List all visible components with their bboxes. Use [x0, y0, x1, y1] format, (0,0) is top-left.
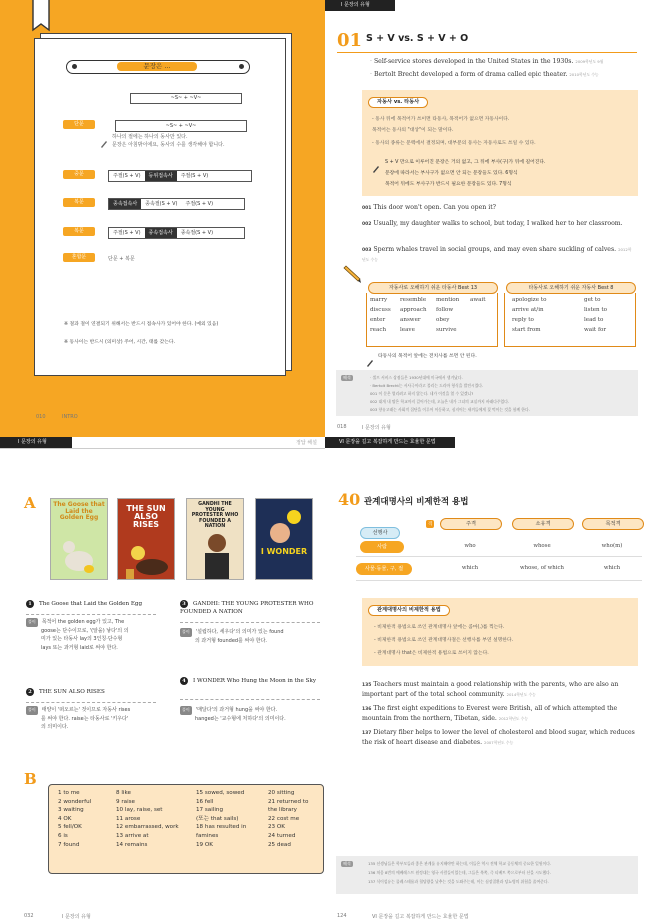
answer: (또는 that sails) — [196, 815, 239, 822]
formula-box: ~S~ + ~V~ — [130, 93, 242, 104]
pencil-icon — [342, 264, 362, 284]
note-conjunction: ※ 절과 절이 연결되기 위해서는 반드시 접속사가 있어야 한다. (예외 있음) — [64, 322, 219, 327]
explain-label: 풀이 — [26, 618, 38, 627]
explain-label: 풀이 — [180, 706, 192, 715]
answer: 14 remains — [116, 841, 148, 848]
col-possessive: 소유격 — [512, 518, 574, 530]
col-objective: 목적격 — [582, 518, 644, 530]
translation-label: 해석 — [343, 861, 351, 866]
simple-note-2: 문장은 아침밖이에요, 동사의 수를 생각해야 합니다. — [112, 142, 225, 148]
word: mention — [436, 297, 460, 303]
explain-label: 풀이 — [26, 706, 38, 715]
word: marry — [370, 297, 388, 303]
part: 종속절(S + V) — [180, 230, 214, 236]
page-section: INTRO — [62, 414, 78, 420]
cover-title: I WONDER — [260, 547, 308, 556]
explain-line: 를 써야 한다. raise는 타동사로 '키우다' — [41, 715, 129, 722]
box-note-2: 문장에 따라서는 부사구가 없으면 안 되는 문장들도 있다. 6형식 — [385, 171, 518, 176]
row-thing: 사물·동물, 구, 절 — [356, 563, 412, 575]
item-number: 3 — [180, 600, 188, 608]
book-cover-gandhi — [186, 498, 244, 580]
sentence-source: 2014학년도 수능 — [506, 692, 536, 697]
chapter-tab: VI 문장을 길고 복잡하게 만드는 효율한 문법 — [325, 437, 455, 448]
word: enter — [370, 317, 386, 323]
divider — [180, 622, 320, 623]
row-divider — [356, 580, 642, 581]
lesson-number: 01 — [337, 30, 363, 51]
sentence-source: 2012학년도 수능 — [498, 716, 529, 721]
sentence-source: 2007학년도 수능 — [484, 740, 514, 745]
box-note-1: S + V 만으로 이루어진 문장은 거의 없고, 그 뒤에 부사(구)가 뒤에 길어진다. — [385, 160, 546, 165]
sentence-text: Sperm whales travel in social groups, and may even share suckling of calves. — [373, 246, 617, 253]
best8-list — [512, 297, 607, 337]
part: 종속접속사 — [109, 199, 141, 209]
item-title-text: THE SUN ALSO RISES — [39, 689, 105, 695]
word: apologize to — [512, 297, 547, 303]
sentence-135 — [362, 680, 638, 699]
section-letter-b: B — [24, 770, 37, 788]
page-section: VI 문장을 길고 복잡하게 만드는 효율한 문법 — [372, 914, 469, 920]
item-number: 4 — [180, 677, 188, 685]
example-1-text: Self-service stores developed in the United States in the 1930s. — [373, 58, 574, 65]
sentence-number: 002 — [362, 222, 372, 227]
book-cover-sun-also-rises — [117, 498, 175, 580]
answer: 25 dead — [268, 841, 291, 848]
item-4-title — [180, 677, 322, 685]
dot-icon — [72, 64, 77, 69]
word: leave — [400, 327, 415, 333]
tag-compound: 중문 — [63, 170, 95, 179]
translation-line: 137 식이섬유는 콜레스테롤과 혈당량을 낮추는 것을 도와주는데, 이는 심장질환과 당뇨병의 위험을 줄여준다. — [368, 879, 549, 884]
word: start from — [512, 327, 541, 333]
translation-line: · Bertolt Brecht는 서사극이라고 불리는 드라마 형식을 발전시켰다. — [370, 383, 484, 388]
answer: 21 returned to — [268, 798, 309, 805]
sentence-number: 003 — [362, 248, 372, 253]
tag-complex-1: 복문 — [63, 198, 95, 207]
cover-title: GANDHI THE YOUNG PROTESTER WHO FOUNDED A NATION — [191, 502, 239, 529]
divider — [180, 699, 320, 700]
answer: 1 to me — [58, 790, 80, 796]
answer: 11 arose — [116, 815, 141, 822]
sentence-number: 001 — [362, 206, 372, 211]
item-4-explain — [180, 706, 286, 723]
cover-title: THE SUN ALSO RISES — [126, 504, 166, 529]
box-line-1: - 비제한적 용법으로 쓰인 관계대명사 앞에는 콤마(,)를 찍는다. — [374, 625, 505, 630]
sentence-source: 2012학년도 수능 — [362, 247, 632, 262]
answer: famines — [196, 832, 219, 839]
word: arrive at/in — [512, 307, 544, 313]
part: 주절(S + V) — [113, 230, 141, 236]
divider — [26, 702, 156, 703]
explain-line: 목적어 the golden egg가 있고, The — [41, 619, 125, 625]
lesson-title: 관계대명사의 비제한적 용법 — [364, 497, 469, 507]
page-section: I 문장의 유형 — [62, 914, 91, 920]
item-1-title — [26, 600, 142, 608]
item-3-explain — [180, 628, 284, 645]
note-verbal: ※ 동사이는 반드시 (의미상) 주어, 시간, 태를 갖는다. — [64, 340, 176, 345]
answer-col-2 — [116, 789, 179, 849]
answer: 12 embarrassed, work — [116, 824, 179, 831]
sentence-136 — [362, 704, 638, 723]
answer: 9 raise — [116, 798, 135, 805]
explain-label: 풀이 — [180, 628, 192, 637]
sentence-text: Usually, my daughter walks to school, but today, I walked her to her classroom. — [373, 220, 623, 227]
formula-compound — [108, 170, 252, 182]
box-title: 관계대명사의 비제한적 용법 — [368, 605, 450, 616]
dot-icon — [239, 64, 244, 69]
sentence-002 — [362, 219, 632, 229]
translation-line: 135 선생님들은 학부모들과 좋은 관계를 유지해야만 하는데, 이들은 역시 전체 학교 공동체의 중요한 일원이다. — [368, 861, 552, 866]
word: wait for — [584, 327, 607, 333]
tag-simple: 단문 — [63, 120, 95, 129]
explain-line: '매달다'의 과거형 hung을 써야 한다. — [195, 707, 278, 713]
answer-col-1 — [58, 789, 91, 849]
answer: 22 cost me — [268, 815, 300, 822]
answer: 23 OK — [268, 824, 285, 831]
sentence-001 — [362, 204, 496, 211]
case-label: 격 — [428, 522, 433, 527]
part: 종속절(S + V) — [145, 201, 178, 207]
sentence-text: This door won't open. Can you open it? — [373, 204, 497, 211]
cover-title: The Goose that Laid the Golden Egg — [53, 501, 105, 521]
word: lead to — [584, 317, 604, 323]
word: obey — [436, 317, 450, 323]
word: approach — [400, 307, 427, 313]
word: discuss — [370, 307, 391, 313]
word: follow — [436, 307, 454, 313]
pencil-icon — [100, 133, 108, 141]
page-number: 010 — [36, 414, 46, 420]
part: 종속접속사 — [145, 228, 177, 238]
best13-list — [370, 297, 486, 337]
answer: 16 fell — [196, 798, 214, 805]
sentence-003 — [362, 245, 632, 264]
explain-line: goose는 단수이므로, '(알을) 낳다'의 의 — [41, 627, 129, 634]
sentence-137 — [362, 728, 638, 747]
box-line-2: 목적어는 동사의 "대상"이 되는 말이다. — [372, 128, 454, 133]
pencil-icon — [372, 158, 380, 166]
translation-line: 001 이 문은 열리려고 하지 않는다. 네가 이것을 열 수 있겠니? — [370, 391, 474, 396]
box-line-2: - 비제한적 용법으로 쓰인 관계대명사절은 선행사를 부연 설명한다. — [374, 638, 514, 643]
page-number: 032 — [24, 913, 34, 919]
part: 등위접속사 — [145, 171, 177, 181]
box-title: 자동사 vs. 타동사 — [368, 97, 428, 108]
item-3-title — [180, 600, 322, 616]
page-number: 124 — [337, 913, 347, 919]
box-line-1: - 동사 뒤에 목적어가 쓰이면 타동사, 목적어가 없으면 자동사이다. — [372, 117, 510, 122]
formula-mixed: 단문 + 복문 — [108, 256, 135, 262]
explain-line: hanged는 '교수형에 처하다'의 의미이다. — [195, 715, 286, 722]
item-title-text: I WONDER Who Hung the Moon in the Sky — [193, 678, 316, 684]
explain-line: 미가 있는 타동사 lay의 3인칭·단수형 — [41, 636, 123, 642]
answer: 15 sowed, sowed — [196, 790, 245, 796]
best13-title: 자동사로 오해하기 쉬운 타동사 Best 13 — [368, 282, 498, 294]
formula-complex-1 — [108, 198, 245, 210]
cell-whose: whose — [533, 543, 551, 549]
sentence-number: 136 — [362, 707, 372, 712]
item-number: 2 — [26, 688, 34, 696]
box-line-3: - 동사의 종류는 문맥에서 결정되며, 대부분의 동사는 자동사로도 쓰일 수 있다. — [372, 141, 536, 146]
word: survive — [436, 327, 457, 333]
summary-title-pill — [66, 60, 250, 74]
word: listen to — [584, 307, 608, 313]
book-cover-i-wonder — [255, 498, 313, 580]
word: reach — [370, 327, 387, 333]
formula-simple: ~S~ + ~V~ — [115, 120, 247, 132]
answer: 6 is — [58, 832, 68, 839]
explain-line: lays 또는 과거형 laid로 써야 한다. — [41, 644, 118, 651]
example-2-source: 2010학년도 수능 — [569, 72, 599, 77]
formula-complex-2 — [108, 227, 245, 239]
sentence-text: The first eight expeditions to Everest were British, all of which attempted the mountain from the northern, Tibetan, side. — [362, 705, 618, 722]
pencil-icon — [366, 352, 374, 360]
word: await — [470, 297, 486, 303]
box-line-3: - 관계대명사 that은 비제한적 용법으로 쓰이지 않는다. — [374, 651, 489, 656]
part: 주절(S + V) — [180, 173, 209, 179]
answer: 24 turned — [268, 832, 296, 839]
translation-line: 002 대개 내 딸은 학교까지 걸어가는데, 오늘은 내가 그녀의 교실까지 바래다주었다. — [370, 399, 510, 404]
cell-who: who — [464, 543, 476, 549]
divider — [26, 614, 156, 615]
box-note-3: 목적어 뒤에도 부사구가 반드시 필요한 문장들도 있다. 7형식 — [385, 182, 512, 187]
word: answer — [400, 317, 421, 323]
word: reply to — [512, 317, 534, 323]
translation-line: 136 처음 8번의 에베레스트 원정대는 영국 사람들이었는데, 그들은 북쪽, 즉 티베트 쪽으로부터 산을 시도했다. — [368, 870, 552, 875]
item-number: 1 — [26, 600, 34, 608]
example-1 — [370, 58, 603, 65]
simple-note-1: 하나의 절에는 하나의 동사만 있다. — [112, 134, 188, 140]
example-2 — [370, 71, 599, 78]
chapter-tab: I 문장의 유형 — [0, 437, 72, 448]
title-rule — [337, 52, 637, 53]
answer-col-4 — [268, 789, 308, 849]
item-1-explain — [26, 618, 129, 652]
lesson-title: S + V vs. S + V + O — [366, 33, 469, 44]
sentence-number: 137 — [362, 731, 372, 736]
page-number: 018 — [337, 424, 347, 430]
translation-label: 해석 — [343, 375, 351, 380]
chapter-tab: I 문장의 유형 — [325, 0, 395, 11]
tag-mixed: 혼합문 — [63, 253, 95, 262]
example-2-text: Bertolt Brecht developed a form of drama called epic theater. — [373, 71, 568, 78]
answer: 7 found — [58, 841, 80, 848]
part: 주절(S + V) — [113, 173, 141, 179]
answer: 3 waiting — [58, 807, 84, 814]
translation-line: 003 향유고래는 사회적 집단을 이루어 이동하고, 심지어는 새끼들에게 젖 먹이는 것을 함께 한다. — [370, 407, 530, 412]
col-nominative: 주격 — [440, 518, 502, 530]
tag-complex-2: 복문 — [63, 227, 95, 236]
best8-title: 타동사로 오해하기 쉬운 자동사 Best 8 — [506, 282, 636, 294]
answer-col-3 — [196, 789, 246, 849]
bookmark-icon — [32, 0, 50, 34]
item-title-text: The Goose that Laid the Golden Egg — [39, 601, 143, 607]
bullet-dot: · — [370, 71, 372, 78]
answer: 19 OK — [196, 841, 213, 848]
answer: 17 sailing — [196, 807, 223, 814]
answer: 4 OK — [58, 815, 72, 822]
best8-note: 타동사의 목적어 앞에는 전치사를 쓰면 안 된다. — [378, 354, 477, 359]
answer-tab: 정답 해설 — [296, 440, 317, 446]
answer: 8 like — [116, 790, 131, 796]
row-person: 사람 — [360, 541, 404, 553]
section-letter-a: A — [24, 494, 36, 512]
answer: the library — [268, 807, 297, 814]
answer: 5 fell/OK — [58, 824, 82, 831]
example-1-source: 2009학년도 9월 — [575, 59, 604, 64]
explain-line: '설립하다, 세우다'의 의미가 있는 found — [195, 629, 284, 635]
sentence-text: Teachers must maintain a good relationship with the parents, who are also an important part of the total school community. — [362, 681, 619, 698]
cell-which: which — [461, 565, 479, 571]
page-section: I 문장의 유형 — [362, 425, 391, 431]
head-antecedent: 선행사 — [360, 527, 400, 539]
explain-line: 의 과거형 founded를 써야 한다. — [195, 637, 267, 644]
word: get to — [584, 297, 601, 303]
explain-line: 의 의미이다. — [41, 724, 69, 730]
answer: 18 has resulted in — [196, 824, 247, 831]
sentence-number: 135 — [362, 683, 372, 688]
lesson-number: 40 — [338, 490, 361, 509]
item-2-title — [26, 688, 105, 696]
answer: 13 arrive at — [116, 832, 149, 839]
answer: 10 lay, raise, set — [116, 807, 163, 814]
book-cover-goose — [50, 498, 108, 580]
cell-which-obj: which — [603, 565, 621, 571]
sentence-text: Dietary fiber helps to lower the level of cholesterol and blood sugar, which reduces the risk of heart disease and diabetes. — [362, 729, 635, 746]
item-title-text: GANDHI: THE YOUNG PROTESTER WHO FOUNDED A NATION — [180, 601, 314, 615]
cell-whose-of-which: whose, of which — [520, 565, 564, 571]
bullet-dot: · — [370, 58, 372, 65]
explain-line: 태양이 '떠오르는' 것이므로 자동사 rises — [41, 707, 131, 713]
answer: 2 wonderful — [58, 798, 92, 805]
word: resemble — [400, 297, 427, 303]
row-divider — [356, 556, 642, 557]
summary-title: 문장은 ... — [117, 62, 197, 71]
part: 주절(S + V) — [185, 201, 214, 207]
translation-line: · 셀프 서비스 상점들은 1930년대에 미국에서 생겨났다. — [370, 375, 463, 380]
item-2-explain — [26, 706, 130, 732]
answer: 20 sitting — [268, 790, 295, 796]
cell-whom: who(m) — [601, 543, 623, 549]
